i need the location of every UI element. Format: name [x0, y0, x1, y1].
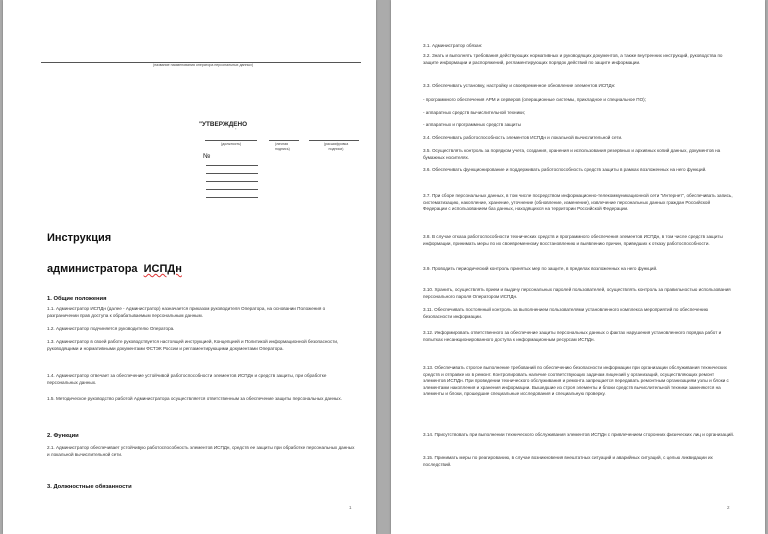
blank-line-4 — [206, 189, 258, 190]
paragraph-2-1: 2.1. Администратор обеспечивает устойчивую работоспособность элементов ИСПДн, средств ее защиты при обработке персональных данных и локальной вычислительной сети. — [47, 445, 355, 457]
paragraph-3-12: 3.12. Информировать ответственного за обеспечение защиты персональных данных о фактах нарушения установленного порядка работ и попытках несанкционированного доступа к информационным ресурсам ИСПДн. — [423, 330, 722, 342]
blank-line-1 — [206, 165, 258, 166]
blank-line-3 — [206, 181, 258, 182]
position-caption: (должность) — [221, 142, 242, 146]
section-2-heading: 2. Функции — [47, 433, 79, 439]
paragraph-1-3: 1.3. Администратор в своей работе руководствуется настоящей инструкцией, Концепцией и Политикой информационной безопасности, руководящими и нормативными документами ФСТЭК России и регламентирующими документами Оператора. — [47, 339, 339, 351]
section-3-heading: 3. Должностные обязанности — [47, 484, 132, 490]
paragraph-1-5: 1.5. Методическое руководство работой Администратора осуществляется ответственным за обеспечение защиты персональных данных. — [47, 396, 342, 401]
paragraph-3-3: 3.3. Обеспечивать установку, настройку и своевременное обновление элементов ИСПДн: — [423, 83, 616, 88]
section-1-heading: 1. Общие положения — [47, 296, 107, 302]
document-title-line1: Инструкция — [47, 232, 112, 244]
paragraph-3-3-a: - программного обеспечения АРМ и серверов (операционные системы, прикладное и специальное ПО); — [423, 97, 646, 102]
paragraph-3-4: 3.4. Обеспечивать работоспособность элементов ИСПДн и локальной вычислительной сети. — [423, 135, 623, 140]
paragraph-3-6: 3.6. Обеспечивать функционирование и поддерживать работоспособность средств защиты в рамках возложенных на него функций. — [423, 167, 707, 172]
paragraph-3-3-b: - аппаратных средств вычислительной техники; — [423, 110, 525, 115]
paragraph-3-1: 3.1. Администратор обязан: — [423, 43, 483, 48]
paragraph-1-2: 1.2. Администратор подчиняется руководителю Оператора. — [47, 326, 175, 331]
paragraph-3-8: 3.8. В случае отказа работоспособности технических средств и программного обеспечения элементов ИСПДн, в том числе средств защиты информации, принимать меры по их своевременному восстановлению и выявлению причин, приведших к отказу работоспособности. — [423, 234, 723, 246]
fullname-line — [309, 140, 359, 141]
paragraph-3-10: 3.10. Хранить, осуществлять прием и выдачу персональных паролей пользователей, осуществлять контроль за правильностью использования персонального пароля Оператором ИСПДн. — [423, 287, 731, 299]
approved-mark: " — [235, 128, 237, 132]
position-line — [205, 140, 257, 141]
title-text: администратора — [47, 263, 138, 275]
document-title-line2 — [47, 263, 182, 275]
fullname-caption: (расшифровка подписи) — [323, 142, 349, 151]
paragraph-3-14: 3.14. Присутствовать при выполнении технического обслуживания элементов ИСПДн с привлечением сторонних физических лиц и организаций. — [423, 432, 735, 437]
approved-stamp: "УТВЕРЖДЕНО — [199, 121, 248, 128]
header-caption: (название наименования оператора персональных данных) — [153, 63, 254, 67]
title-ispdn: ИСПДн — [143, 263, 182, 275]
document-page-2 — [391, 0, 765, 534]
page-number: 2 — [727, 505, 730, 510]
paragraph-3-13: 3.13. Обеспечивать строгое выполнение требований по обеспечению безопасности информации при организации обслуживания технических средств и отправке их в ремонт. Контролировать наличие соответствующих задачам лицензий у организаций, осуществляющих ремонт элементов ИСПДн. При проведении технического обслуживания и ремонта запрещается передавать ремонтным организациям узлы и блоки с элементами накопления и хранения информации. Вышедшие из строя элементы и блоки средств вычислительной техники заменяются на элементы и блоки, прошедшие специальные исследования и специальную проверку. — [423, 365, 729, 397]
paragraph-3-5: 3.5. Осуществлять контроль за порядком учета, создания, хранения и использования резервных и архивных копий данных, документов на бумажных носителях. — [423, 148, 721, 160]
paragraph-3-9: 3.9. Проводить периодический контроль принятых мер по защите, в пределах возложенных на него функций. — [423, 266, 658, 271]
paragraph-3-2: 3.2. Знать и выполнять требования действующих нормативных и руководящих документов, а также внутренних инструкций, руководства по защите информации и распоряжений, регламентирующих порядок действий по защите информации. — [423, 53, 723, 65]
paragraph-1-1: 1.1. Администратор ИСПДн (далее - Администратор) назначается приказом руководителя Оператора, на основании Положения о разграничении прав доступа к обрабатываемым персональным данным. — [47, 306, 326, 318]
document-page-1 — [3, 0, 376, 534]
paragraph-3-3-c: - аппаратных и программных средств защиты — [423, 122, 521, 127]
number-sign: № — [203, 153, 211, 160]
paragraph-1-4: 1.4. Администратор отвечает за обеспечение устойчивой работоспособности элементов ИСПДн и средств защиты, при обработке персональных данных. — [47, 373, 327, 385]
signature-line — [269, 140, 299, 141]
page-number: 1 — [349, 505, 352, 510]
paragraph-3-7: 3.7. При сборе персональных данных, в том числе посредством информационно-телекоммуникационной сети "Интернет", обеспечивать запись, систематизацию, накопление, хранение, уточнение (обновление, изменение), извлечение персональных данных граждан Российской Федерации с использованием баз данных, находящихся на территории Российской Федерации. — [423, 193, 733, 212]
signature-caption: (личная подпись) — [275, 142, 290, 151]
paragraph-3-11: 3.11. Обеспечивать постоянный контроль за выполнением пользователями установленного комплекса мероприятий по обеспечению безопасности информации. — [423, 307, 709, 319]
paragraph-3-15: 3.15. Принимать меры по реагированию, в случае возникновения внештатных ситуаций и аварийных ситуаций, с целью ликвидации их последствий. — [423, 455, 713, 467]
blank-line-2 — [206, 173, 258, 174]
blank-line-5 — [206, 197, 258, 198]
